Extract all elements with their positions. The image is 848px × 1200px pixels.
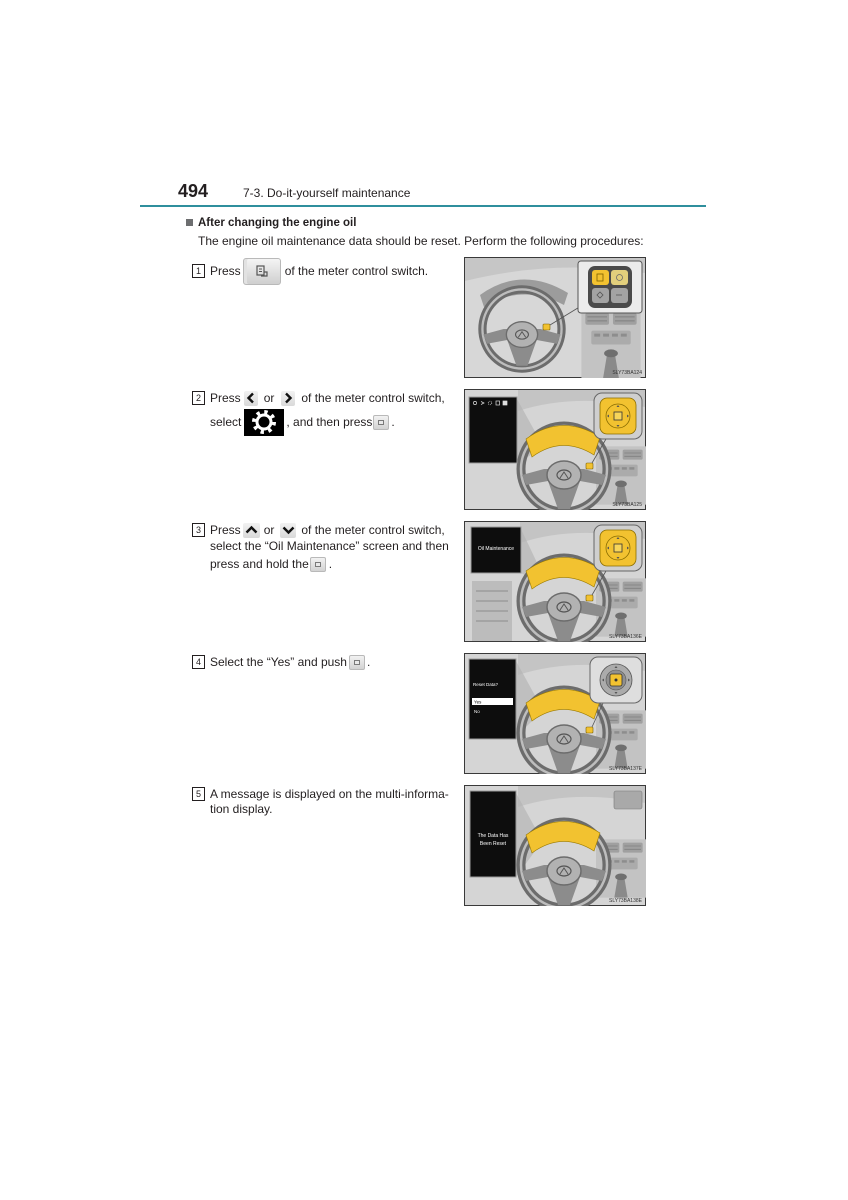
step3-line3 (210, 550, 332, 578)
step3-or: or (263, 523, 275, 537)
step3-rest: of the meter control switch, (301, 523, 445, 537)
display-title: Reset Data? (473, 682, 499, 687)
step2-line2 (210, 408, 395, 436)
left-arrow-icon (244, 391, 258, 406)
center-console (581, 309, 640, 378)
inset-callout (594, 393, 642, 439)
step5-line1-text: A message is displayed on the multi-informa- (210, 787, 449, 801)
ok-button-icon (349, 655, 365, 670)
right-arrow-icon (281, 391, 295, 406)
step1-rest: of the meter control switch. (284, 264, 429, 278)
step5-line2 (210, 795, 272, 823)
display-panel (470, 791, 516, 877)
step4-end: . (366, 655, 371, 669)
header-rule (140, 205, 706, 207)
figure-step1 (464, 257, 646, 378)
display-line2: Been Reset (479, 841, 507, 847)
dash-screen (614, 791, 642, 809)
ok-button-icon (373, 415, 389, 430)
step1-line (210, 257, 428, 285)
figure-step5 (464, 785, 646, 906)
figure-code: SLY73BA136E (609, 634, 642, 640)
option-no: No (474, 709, 480, 714)
figure-step2 (464, 389, 646, 510)
step1-press: Press (210, 264, 241, 278)
switch-highlight (543, 324, 550, 330)
figure-code: SLY73BA137E (609, 766, 642, 772)
step2-select: select (210, 415, 242, 429)
figure-code: SLY73BA125 (612, 502, 642, 508)
step3-line2-text: select the “Oil Maintenance” screen and then (210, 539, 449, 553)
switch-highlight (586, 727, 593, 733)
step2-rest: of the meter control switch, (301, 391, 445, 405)
switch-highlight (586, 463, 593, 469)
step-number-5: 5 (192, 787, 205, 801)
inset-callout (590, 657, 642, 703)
step-number-3: 3 (192, 523, 205, 537)
step-number-2: 2 (192, 391, 205, 405)
ok-button-icon (310, 557, 326, 572)
step5-line2-text: tion display. (210, 802, 273, 816)
gear-icon (244, 409, 284, 436)
chapter-title: 7-3. Do-it-yourself maintenance (243, 186, 411, 200)
step2-end: . (391, 415, 395, 429)
display-text: Oil Maintenance (477, 546, 515, 552)
section-title: After changing the engine oil (198, 217, 357, 229)
display-panel (469, 397, 517, 463)
display-panel (471, 527, 521, 573)
figure-code: SLY73BA124 (612, 370, 642, 376)
step3-press: Press (210, 523, 241, 537)
option-yes: Yes (474, 699, 482, 705)
meter-switch-icon (243, 258, 281, 285)
step4-line (210, 648, 370, 676)
step4-text: Select the “Yes” and push (210, 655, 347, 669)
step3-line3-text: press and hold the (210, 557, 309, 571)
display-panel (469, 659, 516, 739)
inset-callout (594, 525, 642, 571)
switch-highlight (586, 595, 593, 601)
inset-callout (578, 261, 642, 313)
step-number-1: 1 (192, 264, 205, 278)
step2-then-press: , and then press (286, 415, 373, 429)
section-intro: The engine oil maintenance data should be reset. Perform the following procedures: (198, 234, 644, 248)
step-number-4: 4 (192, 655, 205, 669)
section-bullet-icon (186, 219, 193, 226)
figure-code: SLY73BA138E (609, 898, 642, 904)
figure-step3 (464, 521, 646, 642)
page-number: 494 (178, 181, 209, 201)
step2-or: or (263, 391, 275, 405)
step3-end: . (328, 557, 333, 571)
step2-press: Press (210, 391, 241, 405)
display-line1: The Data Has (477, 833, 509, 839)
figure-step4 (464, 653, 646, 774)
